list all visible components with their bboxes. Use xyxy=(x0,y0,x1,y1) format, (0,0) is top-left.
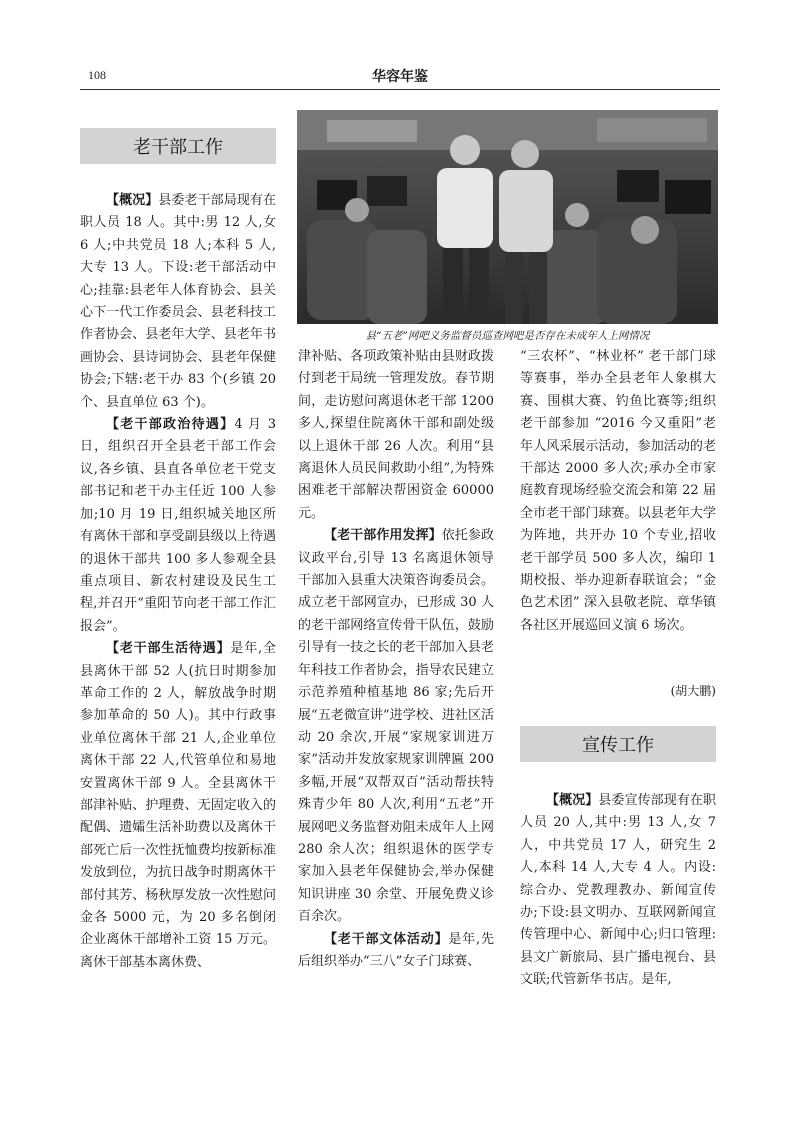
column-3-lower xyxy=(520,790,716,992)
paragraph-text: 是年,先后组织举办“三八”女子门球赛、 xyxy=(298,931,494,969)
paragraph-label: 【概况】 xyxy=(106,193,159,208)
paragraph-propaganda-overview xyxy=(520,790,716,992)
paragraph-label: 【老干部政治待遇】 xyxy=(106,417,235,433)
photo-caption: 县“五老”网吧义务监督员巡查网吧是否存在未成年人上网情况 xyxy=(365,330,650,342)
paragraph-text: 县委宣传部现有在职人员 20 人,其中:男 13 人,女 7 人，中共党员 17 人，研究生 2 人,本科 14 人,大专 4 人。内设:综合办、党教理教办、新闻宣传办;下设:县文明办、互联网新闻宣传管理中心、新闻中心;归口管理:县文广新旅局、县广播电视台、县文联;代管新华书店。是年, xyxy=(520,793,716,988)
column-1 xyxy=(80,190,276,974)
paragraph-label: 【老干部作用发挥】 xyxy=(324,528,442,544)
paragraph-text: 依托参政议政平台,引导 13 名离退休领导干部加入县重大决策咨询委员会。成立老干部网宣办，已形成 30 人的老干部网络宣传骨干队伍，鼓励引导有一技之长的老干部加入县老年科技工作者协会，指导农民建立示范养殖种植基地 86 家;先后开展“五老微宣讲”进学校、进社区活动 20 余次,开展“家规家训进万家”活动并发放家规家训牌匾 200 多幅,开展“双帮双百”活动帮扶特殊青少年 80 人次,利用“五老”开展网吧义务监督劝阻未成年人上网 280 余人次；组织退休的医学专家加入县老年保健协会,举办保健知识讲座 30 余堂、开展免费义诊百余次。 xyxy=(298,528,494,925)
paragraph-role xyxy=(298,525,494,928)
page-number: 108 xyxy=(88,68,106,82)
photo xyxy=(297,110,718,324)
paragraph-culture-cont xyxy=(520,346,716,637)
section-title-xuanchuan: 宣传工作 xyxy=(520,726,716,762)
column-3 xyxy=(520,346,716,637)
page-header xyxy=(80,66,720,88)
paragraph-text: 县委老干部局现有在职人员 18 人。其中:男 12 人,女 6 人;中共党员 18 人;本科 5 人,大专 13 人。下设:老干部活动中心;挂靠:县老年人体育协会、县关心下一代工作委员会、县老科技工作者协会、县老年大学、县老年书画协会、县诗词协会、县老年保健协会;下辖:老干办 83 个(乡镇 20 个、县直单位 63 个)。 xyxy=(80,193,276,410)
section-title-laoganbu: 老干部工作 xyxy=(80,128,276,164)
book-title: 华容年鉴 xyxy=(372,69,428,85)
paragraph-overview xyxy=(80,190,276,414)
author-signature: (胡大鹏) xyxy=(670,684,716,698)
paragraph-label: 【老干部文体活动】 xyxy=(324,931,449,947)
paragraph-culture xyxy=(298,929,494,974)
paragraph-text: 4 月 3 日，组织召开全县老干部工作会议,各乡镇、县直各单位老干党支部书记和老干办主任近 100 人参加;10 月 19 日,组织城关地区所有离休干部和享受副县级以上待遇的退休干部共 100 多人参观全县重点项目、新农村建设及民生工程,并召开“重阳节向老干部工作汇报会”。 xyxy=(80,417,276,634)
paragraph-political xyxy=(80,414,276,638)
paragraph-living-cont xyxy=(298,346,494,525)
paragraph-label: 【概况】 xyxy=(546,793,599,808)
paragraph-living xyxy=(80,638,276,974)
header-rule xyxy=(80,89,720,90)
paragraph-text: “三农杯”、“林业杯” 老干部门球等赛事，举办全县老年人象棋大赛、围棋大赛、钓鱼比赛等;组织老干部参加 “2016 今又重阳”老年人风采展示活动，参加活动的老干部达 2000 多人次;承办全市家庭教育现场经验交流会和第 22 届全市老干部门球赛。以县老年大学为阵地，共开办 10 个专业,招收老干部学员 500 多人次，编印 1 期校报、举办迎新春联谊会；“金色艺术团” 深入县敬老院、章华镇各社区开展巡回义演 6 场次。 xyxy=(520,349,716,633)
photo-internet-cafe-inspection xyxy=(297,110,718,324)
column-2 xyxy=(298,346,494,973)
paragraph-text: 是年,全县离休干部 52 人(抗日时期参加革命工作的 2 人，解放战争时期参加革命的 50 人)。其中行政事业单位离休干部 21 人,企业单位离休干部 22 人,代管单位和易地安置离休干部 9 人。全县离休干部津补贴、护理费、无固定收入的配偶、遗孀生活补助费以及离休干部死亡后一次性抚恤费均按新标准发放到位，为抗日战争时期离休干部付其芳、杨秋厚发放一次性慰问金各 5000 元，为 20 多名倒闭企业离休干部增补工资 15 万元。离休干部基本离休费、 xyxy=(80,641,276,970)
paragraph-label: 【老干部生活待遇】 xyxy=(106,641,231,657)
paragraph-text: 津补贴、各项政策补贴由县财政拨付到老干局统一管理发放。春节期间，走访慰问离退休老干部 1200 多人,探望住院离休干部和副处级以上退休干部 26 人次。利用“县离退休人员民间救助小组”,为特殊困难老干部解决帮困资金 60000 元。 xyxy=(298,349,494,521)
